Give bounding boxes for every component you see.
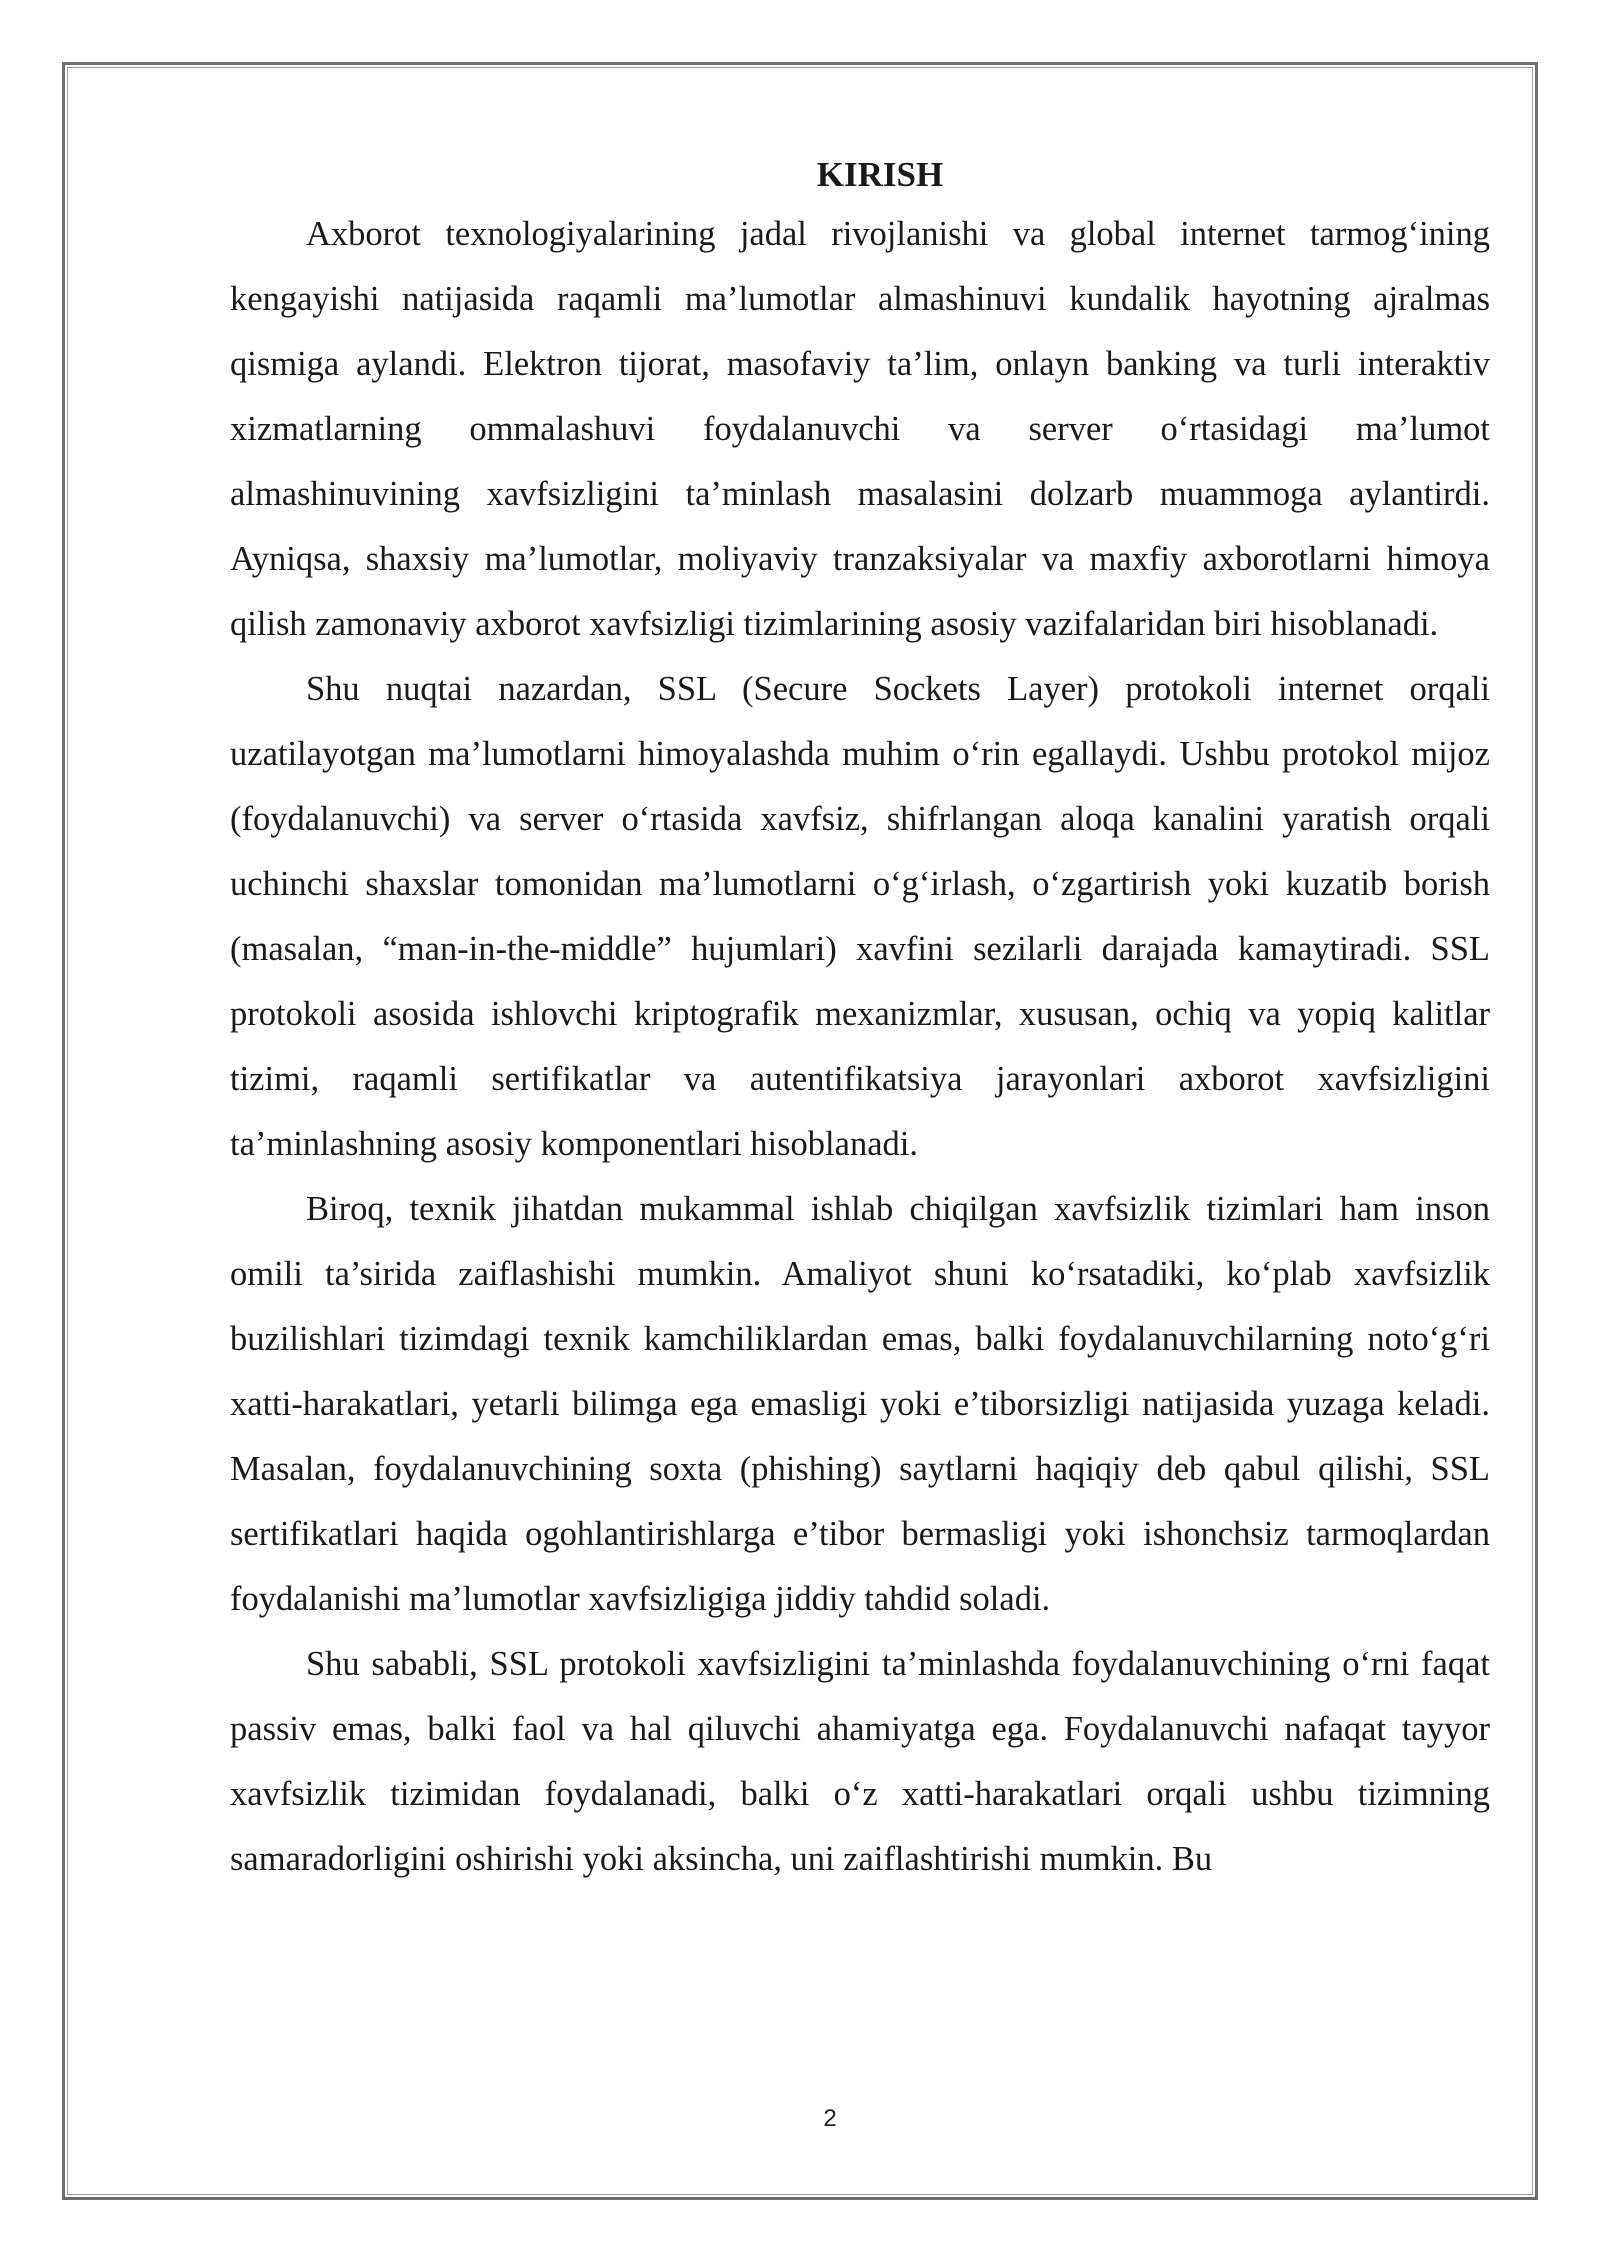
paragraph-intro: Axborot texnologiyalarining jadal rivojlanishi va global internet tarmog‘ining kengayishi natijasida raqamli ma’lumotlar almashinuvi kundalik hayotning ajralmas qismiga aylandi. Elektron tijorat, masofaviy ta’lim, onlayn banking va turli interaktiv xizmatlarning ommalashuvi foydalanuvchi va server o‘rtasidagi ma’lumot almashinuvining xavfsizligini ta’minlash masalasini dolzarb muammoga aylantirdi. Ayniqsa, shaxsiy ma’lumotlar, moliyaviy tranzaksiyalar va maxfiy axborotlarni himoya qilish zamonaviy axborot xavfsizligi tizimlarining asosiy vazifalaridan biri hisoblanadi.: [230, 215, 1490, 643]
paragraph-user-role: Shu sababli, SSL protokoli xavfsizligini ta’minlashda foydalanuvchining o‘rni faqat passiv emas, balki faol va hal qiluvchi ahamiyatga ega. Foydalanuvchi nafaqat tayyor xavfsizlik tizimidan foydalanadi, balki o‘z xatti-harakatlari orqali ushbu tizimning samaradorligini oshirishi yoki aksincha, uni zaiflashtirishi mumkin. Bu: [230, 1645, 1490, 1878]
paragraph-ssl: Shu nuqtai nazardan, SSL (Secure Sockets Layer) protokoli internet orqali uzatilayotgan ma’lumotlarni himoyalashda muhim o‘rin egallaydi. Ushbu protokol mijoz (foydalanuvchi) va server o‘rtasida xavfsiz, shifrlangan aloqa kanalini yaratish orqali uchinchi shaxslar tomonidan ma’lumotlarni o‘g‘irlash, o‘zgartirish yoki kuzatib borish (masalan, “man-in-the-middle” hujumlari) xavfini sezilarli darajada kamaytiradi. SSL protokoli asosida ishlovchi kriptografik mexanizmlar, xususan, ochiq va yopiq kalitlar tizimi, raqamli sertifikatlar va autentifikatsiya jarayonlari axborot xavfsizligini ta’minlashning asosiy komponentlari hisoblanadi.: [230, 670, 1490, 1163]
section-heading: KIRISH: [816, 155, 944, 194]
page-content: [230, 148, 1490, 1892]
page-number: 2: [823, 2105, 837, 2132]
paragraph-human-factor: Biroq, texnik jihatdan mukammal ishlab chiqilgan xavfsizlik tizimlari ham inson omili ta’sirida zaiflashishi mumkin. Amaliyot shuni ko‘rsatadiki, ko‘plab xavfsizlik buzilishlari tizimdagi texnik kamchiliklardan emas, balki foydalanuvchilarning noto‘g‘ri xatti-harakatlari, yetarli bilimga ega emasligi yoki e’tiborsizligi natijasida yuzaga keladi. Masalan, foydalanuvchining soxta (phishing) saytlarni haqiqiy deb qabul qilishi, SSL sertifikatlari haqida ogohlantirishlarga e’tibor bermasligi yoki ishonchsiz tarmoqlardan foydalanishi ma’lumotlar xavfsizligiga jiddiy tahdid soladi.: [230, 1190, 1490, 1618]
